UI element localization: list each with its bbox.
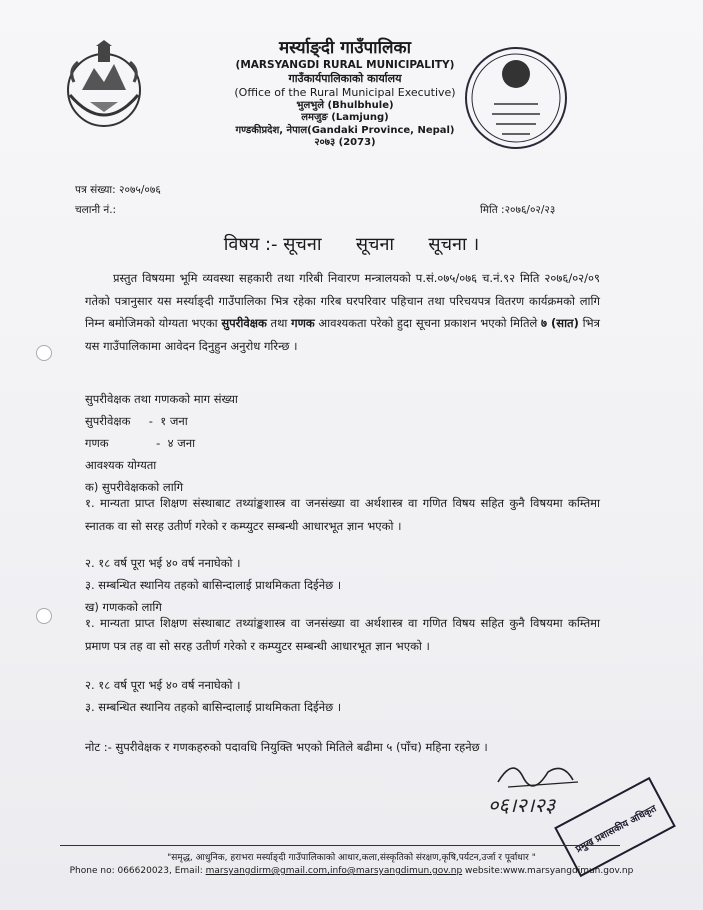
footer-divider	[60, 845, 620, 846]
enumerator-qualification-2: २. १८ वर्ष पूरा भई ४० वर्ष ननाघेको ।	[85, 678, 241, 692]
signature-date: ०६।२।२३	[488, 793, 556, 817]
qualification-title: आवश्यक योग्यता	[85, 458, 157, 472]
stamp-text: प्रमुख प्रशासकीय अधिकृत	[573, 803, 659, 856]
notice-paragraph	[85, 267, 600, 357]
province: गण्डकीप्रदेश, नेपाल(Gandaki Province, Nepal)	[235, 124, 455, 136]
footer-phone: Phone no: 066620023, Email:	[69, 866, 206, 876]
place-lamjung: लमजुङ (Lamjung)	[301, 112, 389, 124]
paragraph-text: तथा	[266, 316, 292, 330]
enumerator-term: गणक	[291, 316, 315, 330]
section-supervisor: क) सुपरीवेक्षकको लागि	[85, 480, 184, 494]
supervisor-qualification-3: ३. सम्बन्धित स्थानिय तहको बासिन्दालाई प्राथमिकता दिईनेछ ।	[85, 578, 342, 592]
enumerator-qualification-3: ३. सम्बन्धित स्थानिय तहको बासिन्दालाई प्राथमिकता दिईनेछ ।	[85, 700, 342, 714]
footer-contact	[0, 866, 703, 876]
subject-line: विषय :- सूचना सूचना सूचना ।	[223, 234, 480, 255]
established-year: २०७३ (2073)	[314, 137, 376, 149]
punch-hole	[36, 608, 52, 624]
demand-supervisor: सुपरीवेक्षक - १ जना	[85, 414, 188, 428]
nepal-emblem-icon	[60, 40, 148, 132]
org-name-np: मर्स्याङ्दी गाउँपालिका	[279, 38, 411, 58]
paragraph-text: आवश्यकता परेको हुदा सूचना प्रकाशन भएको मितिले	[314, 316, 542, 330]
office-name-np: गाउँकार्यपालिकाको कार्यालय	[288, 72, 402, 86]
punch-hole	[36, 345, 52, 361]
paragraph-text: प्रस्तुत विषयमा भूमि व्यवस्था सहकारी तथा गरिबी निवारण मन्त्रालयको प.सं.०७५/०७६ च.नं.९२ मिति २०७६/०२/०९ गतेको पत्रानुसार यस मर्स्याङ्दी गाउँपालिका भित्र रहेका गरिब घरपरिवार पहिचान तथा परिचयपत्र वितरण कार्यक्रमको लागि निम्न बमोजिमको योग्यता भएका	[85, 271, 600, 330]
footer-slogan: "समृद्ध, आधुनिक, हराभरा मर्स्याङ्दी गाउँपालिकाको आधार,कला,संस्कृतिको संरक्षण,कृषि,पर्यटन,उर्जा र पूर्वाधार "	[167, 853, 536, 863]
enumerator-qualification-1: १. मान्यता प्राप्त शिक्षण संस्थाबाट तथ्यांङ्कशास्त्र वा जनसंख्या वा अर्थशास्त्र वा गणित विषय सहित कुनै विषयमा कम्तिमा प्रमाण पत्र तह वा सो सरह उतीर्ण गरेको र कम्प्युटर सम्बन्धी आधारभूत ज्ञान भएको ।	[85, 616, 600, 653]
demand-enumerator: गणक - ४ जना	[85, 436, 196, 450]
footer-email-link[interactable]: marsyangdirm@gmail.com,info@marsyangdimun.gov.np	[205, 866, 463, 876]
office-seal-icon	[462, 44, 570, 152]
reference-number: पत्र संख्या: २०७५/०७६	[75, 184, 161, 196]
demand-title: सुपरीवेक्षक तथा गणकको माग संख्या	[85, 392, 238, 406]
supervisor-qualification-2: २. १८ वर्ष पूरा भई ४० वर्ष ननाघेको ।	[85, 556, 241, 570]
supervisor-qualification-1: १. मान्यता प्राप्त शिक्षण संस्थाबाट तथ्यांङ्कशास्त्र वा जनसंख्या वा अर्थशास्त्र वा गणित विषय सहित कुनै विषयमा कम्तिमा स्नातक वा सो सरह उतीर्ण गरेको र कम्प्युटर सम्बन्धी आधारभूत ज्ञान भएको ।	[85, 496, 600, 533]
dispatch-number: चलानी नं.:	[75, 204, 117, 216]
letterhead	[195, 38, 495, 150]
place-bhulbhule: भुलभुले (Bhulbhule)	[296, 99, 394, 111]
footer-website: website:www.marsyangdimun.gov.np	[462, 866, 634, 876]
supervisor-term: सुपरीवेक्षक	[221, 316, 267, 330]
office-name-en: (Office of the Rural Municipal Executive)	[234, 86, 456, 100]
letter-date: मिति :२०७६/०२/२३	[480, 204, 556, 216]
note-line: नोट :- सुपरीवेक्षक र गणकहरुको पदावधि नियुक्ति भएको मितिले बढीमा ५ (पाँच) महिना रहनेछ ।	[85, 740, 488, 754]
org-name-en: (MARSYANGDI RURAL MUNICIPALITY)	[235, 59, 455, 72]
paragraph-text: भित्र यस गाउँपालिकामा आवेदन दिनुहुन अनुरोध गरिन्छ ।	[85, 316, 600, 353]
deadline-days: ७ (सात)	[541, 316, 579, 330]
section-enumerator: ख) गणकको लागि	[85, 600, 162, 614]
